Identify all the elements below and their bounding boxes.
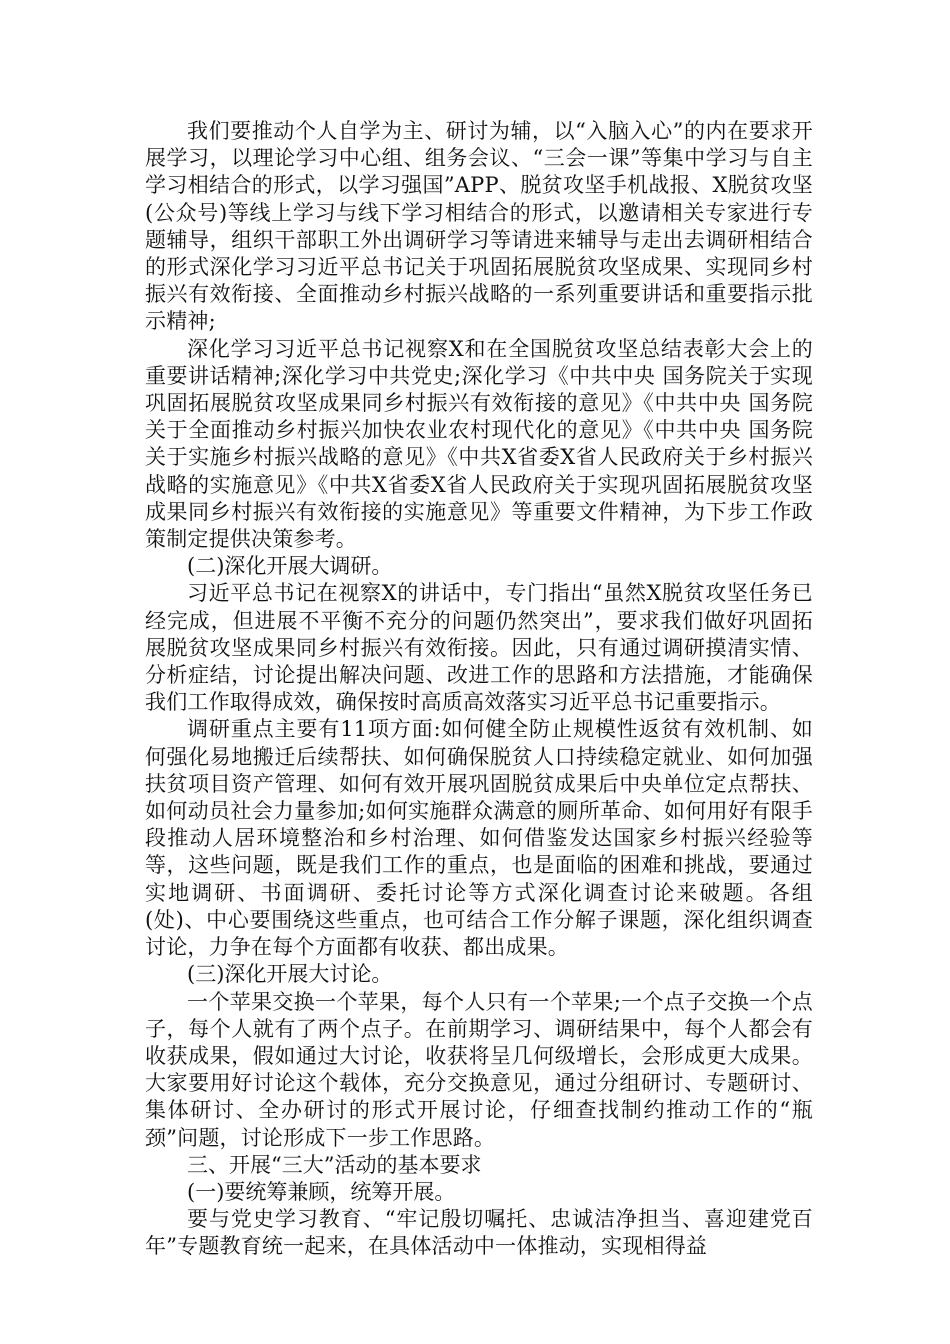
heading-discussion: (三)深化开展大讨论。: [187, 962, 393, 987]
paragraph-discussion: 一个苹果交换一个苹果，每个人只有一个苹果;一个点子交换一个点子，每个人就有了两个点子。在前期学习、调研结果中，每个人都会有收获成果，假如通过大讨论，收获将呈几何级增长，会形成更大成果。大家要用好讨论这个载体，充分交换意见，通过分组研讨、专题研讨、集体研讨、全办研讨的形式开展讨论，仔细查找制约推动工作的“瓶颈”问题，讨论形成下一步工作思路。: [145, 989, 813, 1150]
paragraph-deepen-study: 深化学习习近平总书记视察X和在全国脱贫攻坚总结表彰大会上的重要讲话精神;深化学习中共党史;深化学习《中共中央 国务院关于实现巩固拓展脱贫攻坚成果同乡村振兴有效衔接的意见》《中共中央 国务院关于全面推动乡村振兴加快农业农村现代化的意见》《中共中央 国务院关于实施乡村振兴战略的意见》《中共X省委X省人民政府关于乡村振兴战略的实施意见》《中共X省委X省人民政府关于实现巩固拓展脱贫攻坚成果同乡村振兴有效衔接的实施意见》等重要文件精神，为下步工作政策制定提供决策参考。: [145, 336, 813, 552]
document-page: [145, 118, 813, 1261]
paragraph-research-intro: 习近平总书记在视察X的讲话中，专门指出“虽然X脱贫攻坚任务已经完成，但进展不平衡不充分的问题仍然突出”，要求我们做好巩固拓展脱贫攻坚成果同乡村振兴有效衔接。因此，只有通过调研摸清实情、分析症结，讨论提出解决问题、改进工作的思路和方法措施，才能确保我们工作取得成效，确保按时高质高效落实习近平总书记重要指示。: [145, 581, 813, 715]
paragraph-research-focus: 调研重点主要有11项方面:如何健全防止规模性返贫有效机制、如何强化易地搬迁后续帮扶、如何确保脱贫人口持续稳定就业、如何加强扶贫项目资产管理、如何有效开展巩固脱贫成果后中央单位定点帮扶、如何动员社会力量参加;如何实施群众满意的厕所革命、如何用好有限手段推动人居环境整治和乡村治理、如何借鉴发达国家乡村振兴经验等等，这些问题，既是我们工作的重点，也是面临的困难和挑战，要通过实地调研、书面调研、委托讨论等方式深化调查讨论来破题。各组(处)、中心要围绕这些重点，也可结合工作分解子课题，深化组织调查讨论，力争在每个方面都有收获、都出成果。: [145, 717, 813, 960]
paragraph-self-study: 我们要推动个人自学为主、研讨为辅，以“入脑入心”的内在要求开展学习，以理论学习中心组、组务会议、“三会一课”等集中学习与自主学习相结合的形式，以学习强国”APP、脱贫攻坚手机战报、X脱贫攻坚(公众号)等线上学习与线下学习相结合的形式，以邀请相关专家进行专题辅导，组织干部职工外出调研学习等请进来辅导与走出去调研相结合的形式深化学习习近平总书记关于巩固拓展脱贫攻坚成果、实现同乡村振兴有效衔接、全面推动乡村振兴战略的一系列重要讲话和重要指示批示精神;: [145, 119, 813, 334]
heading-requirements: 三、开展“三大”活动的基本要求: [187, 1152, 482, 1177]
heading-research: (二)深化开展大调研。: [187, 554, 393, 579]
paragraph-coordination: 要与党史学习教育、“牢记殷切嘱托、忠诚洁净担当、喜迎建党百年”专题教育统一起来，在具体活动中一体推动，实现相得益: [145, 1207, 813, 1259]
heading-coordination: (一)要统筹兼顾，统筹开展。: [187, 1179, 456, 1204]
